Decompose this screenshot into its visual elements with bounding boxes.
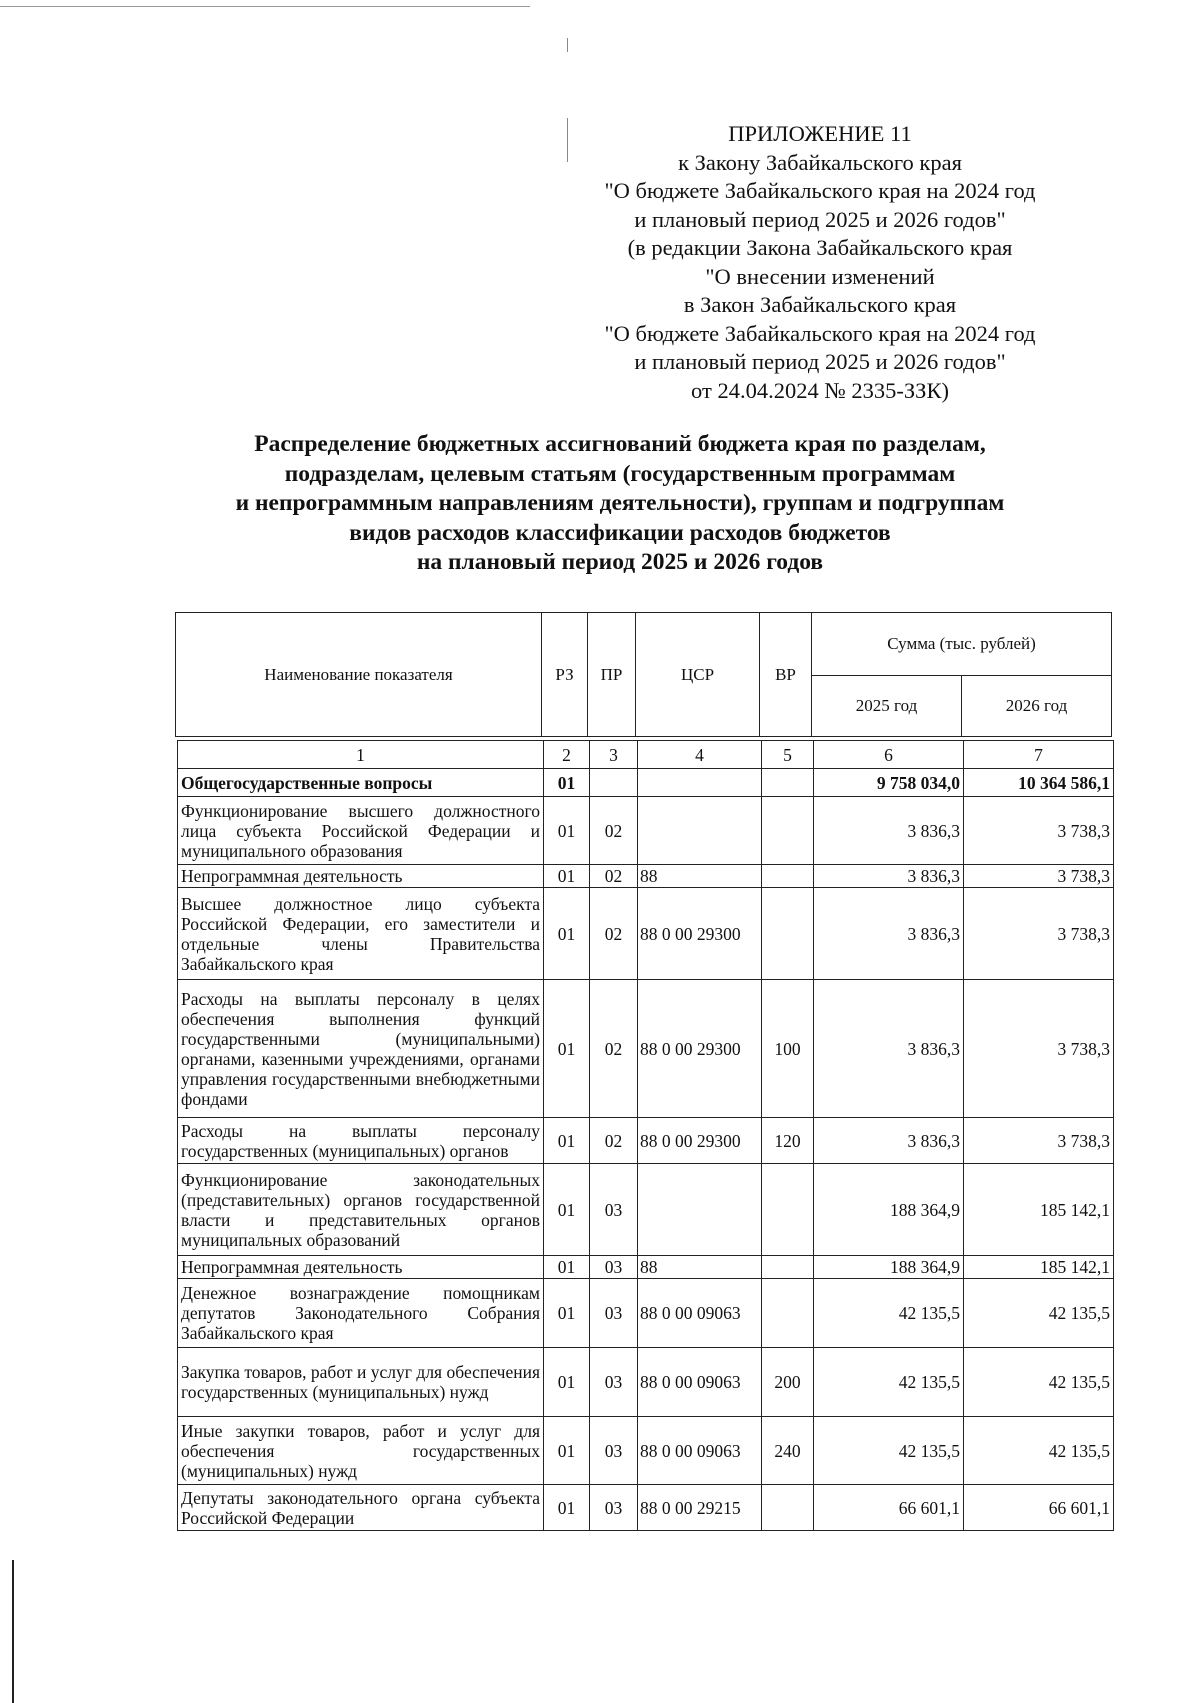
table-row	[178, 769, 1114, 797]
budget-table	[177, 740, 1114, 1531]
row-pr: 02	[590, 980, 638, 1118]
row-rz: 01	[544, 865, 590, 888]
title-line: подразделам, целевым статьям (государственным программам	[284, 460, 956, 487]
row-amount-2026: 3 738,3	[964, 980, 1114, 1118]
table-row	[178, 1256, 1114, 1279]
row-name: Иные закупки товаров, работ и услуг для обеспечения государственных (муниципальных) нужд	[178, 1417, 544, 1485]
row-amount-2026: 42 135,5	[964, 1417, 1114, 1485]
row-name: Расходы на выплаты персоналу государственных (муниципальных) органов	[178, 1118, 544, 1164]
row-amount-2026: 3 738,3	[964, 797, 1114, 865]
title-line: на плановый период 2025 и 2026 годов	[416, 549, 824, 575]
row-pr: 02	[590, 797, 638, 865]
row-vr: 100	[762, 980, 814, 1118]
title-line: и непрограммным направлениям деятельности), группам и подгруппам	[235, 490, 1005, 516]
appendix-line: и плановый период 2025 и 2026 годов"	[634, 206, 1006, 232]
row-pr: 03	[590, 1256, 638, 1279]
table-row	[178, 888, 1114, 980]
col-index: 5	[762, 741, 814, 769]
row-amount-2026: 185 142,1	[964, 1256, 1114, 1279]
table-row	[178, 1164, 1114, 1256]
row-csr: 88 0 00 29300	[638, 1118, 762, 1164]
row-amount-2025: 3 836,3	[814, 888, 964, 980]
row-amount-2026: 42 135,5	[964, 1279, 1114, 1348]
appendix-line: "О внесении изменений	[705, 263, 935, 289]
row-pr: 02	[590, 1118, 638, 1164]
row-rz: 01	[544, 1417, 590, 1485]
table-row	[178, 797, 1114, 865]
col-index: 6	[814, 741, 964, 769]
row-vr	[762, 797, 814, 865]
col-header-vr: ВР	[760, 613, 812, 737]
scan-mark	[567, 38, 568, 52]
appendix-line: от 24.04.2024 № 2335-ЗЗК)	[691, 377, 949, 403]
title-line: Распределение бюджетных ассигнований бюджета края по разделам,	[254, 431, 986, 457]
row-rz: 01	[544, 980, 590, 1118]
row-amount-2025: 3 836,3	[814, 980, 964, 1118]
row-csr: 88 0 00 29300	[638, 888, 762, 980]
row-vr: 120	[762, 1118, 814, 1164]
col-index: 1	[178, 741, 544, 769]
table-row	[178, 980, 1114, 1118]
row-amount-2025: 188 364,9	[814, 1256, 964, 1279]
appendix-line: "О бюджете Забайкальского края на 2024 год	[604, 320, 1036, 346]
table-header	[175, 612, 1112, 737]
row-csr: 88	[638, 865, 762, 888]
row-amount-2025: 42 135,5	[814, 1348, 964, 1417]
row-name: Денежное вознаграждение помощникам депутатов Законодательного Собрания Забайкальского края	[178, 1279, 544, 1348]
appendix-line: и плановый период 2025 и 2026 годов"	[634, 349, 1006, 374]
row-csr	[638, 769, 762, 797]
appendix-line: "О бюджете Забайкальского края на 2024 год	[604, 178, 1036, 203]
row-vr	[762, 865, 814, 888]
row-csr: 88	[638, 1256, 762, 1279]
row-rz: 01	[544, 1279, 590, 1348]
row-name: Закупка товаров, работ и услуг для обеспечения государственных (муниципальных) нужд	[178, 1348, 544, 1417]
row-amount-2026: 3 738,3	[964, 1118, 1114, 1164]
row-csr: 88 0 00 09063	[638, 1417, 762, 1485]
scan-edge-line	[12, 1560, 14, 1703]
table-row	[178, 865, 1114, 888]
row-amount-2025: 188 364,9	[814, 1164, 964, 1256]
row-pr: 02	[590, 888, 638, 980]
row-rz: 01	[544, 888, 590, 980]
row-amount-2025: 9 758 034,0	[814, 769, 964, 797]
col-header-2026: 2026 год	[962, 676, 1112, 737]
column-index-row	[178, 741, 1114, 769]
row-pr: 03	[590, 1279, 638, 1348]
row-vr: 200	[762, 1348, 814, 1417]
row-vr	[762, 1279, 814, 1348]
row-csr: 88 0 00 09063	[638, 1279, 762, 1348]
row-csr	[638, 797, 762, 865]
row-amount-2025: 66 601,1	[814, 1485, 964, 1531]
row-csr: 88 0 00 29215	[638, 1485, 762, 1531]
col-index: 3	[590, 741, 638, 769]
row-name: Непрограммная деятельность	[178, 1256, 544, 1279]
col-header-csr: ЦСР	[636, 613, 760, 737]
col-index: 4	[638, 741, 762, 769]
row-amount-2026: 66 601,1	[964, 1485, 1114, 1531]
row-pr: 03	[590, 1485, 638, 1531]
col-header-2025: 2025 год	[812, 676, 962, 737]
table-row	[178, 1348, 1114, 1417]
row-pr: 03	[590, 1348, 638, 1417]
row-name: Расходы на выплаты персоналу в целях обеспечения выполнения функций государственными (муниципальными) органами, казенными учреждениями, органами управления государственными внебюджетными фондами	[178, 980, 544, 1118]
appendix-header	[560, 120, 1080, 405]
row-rz: 01	[544, 769, 590, 797]
row-amount-2025: 3 836,3	[814, 797, 964, 865]
table-row	[178, 1279, 1114, 1348]
row-name: Общегосударственные вопросы	[178, 769, 544, 797]
row-pr: 03	[590, 1164, 638, 1256]
table-row	[178, 1485, 1114, 1531]
col-header-pr: ПР	[588, 613, 636, 737]
row-vr: 240	[762, 1417, 814, 1485]
appendix-line: в Закон Забайкальского края	[683, 292, 957, 317]
row-amount-2025: 42 135,5	[814, 1279, 964, 1348]
row-amount-2026: 10 364 586,1	[964, 769, 1114, 797]
row-name: Функционирование высшего должностного лица субъекта Российской Федерации и муниципального образования	[178, 797, 544, 865]
row-rz: 01	[544, 1164, 590, 1256]
col-header-rz: РЗ	[542, 613, 588, 737]
row-name: Высшее должностное лицо субъекта Российской Федерации, его заместители и отдельные члены Правительства Забайкальского края	[178, 888, 544, 980]
row-vr	[762, 1256, 814, 1279]
row-amount-2025: 3 836,3	[814, 865, 964, 888]
col-header-sum: Сумма (тыс. рублей)	[812, 613, 1112, 676]
row-name: Депутаты законодательного органа субъекта Российской Федерации	[178, 1485, 544, 1531]
document-title	[170, 430, 1070, 578]
row-rz: 01	[544, 1256, 590, 1279]
appendix-line: (в редакции Закона Забайкальского края	[627, 235, 1013, 260]
row-rz: 01	[544, 1118, 590, 1164]
row-vr	[762, 1164, 814, 1256]
row-vr	[762, 888, 814, 980]
row-name: Функционирование законодательных (представительных) органов государственной власти и представительных органов муниципальных образований	[178, 1164, 544, 1256]
col-header-name: Наименование показателя	[176, 613, 542, 737]
table-row	[178, 1118, 1114, 1164]
row-csr: 88 0 00 09063	[638, 1348, 762, 1417]
row-rz: 01	[544, 1485, 590, 1531]
row-rz: 01	[544, 797, 590, 865]
row-amount-2026: 42 135,5	[964, 1348, 1114, 1417]
row-csr	[638, 1164, 762, 1256]
row-amount-2026: 3 738,3	[964, 865, 1114, 888]
row-csr: 88 0 00 29300	[638, 980, 762, 1118]
row-amount-2025: 3 836,3	[814, 1118, 964, 1164]
row-pr: 02	[590, 865, 638, 888]
row-amount-2026: 185 142,1	[964, 1164, 1114, 1256]
row-pr: 03	[590, 1417, 638, 1485]
table-row	[178, 1417, 1114, 1485]
appendix-line: ПРИЛОЖЕНИЕ 11	[728, 121, 912, 146]
row-name: Непрограммная деятельность	[178, 865, 544, 888]
row-vr	[762, 1485, 814, 1531]
title-line: видов расходов классификации расходов бюджетов	[349, 519, 891, 546]
col-index: 2	[544, 741, 590, 769]
row-amount-2026: 3 738,3	[964, 888, 1114, 980]
scan-edge-line	[0, 6, 530, 7]
appendix-line: к Закону Забайкальского края	[678, 149, 962, 175]
row-pr	[590, 769, 638, 797]
row-amount-2025: 42 135,5	[814, 1417, 964, 1485]
row-rz: 01	[544, 1348, 590, 1417]
row-vr	[762, 769, 814, 797]
col-index: 7	[964, 741, 1114, 769]
